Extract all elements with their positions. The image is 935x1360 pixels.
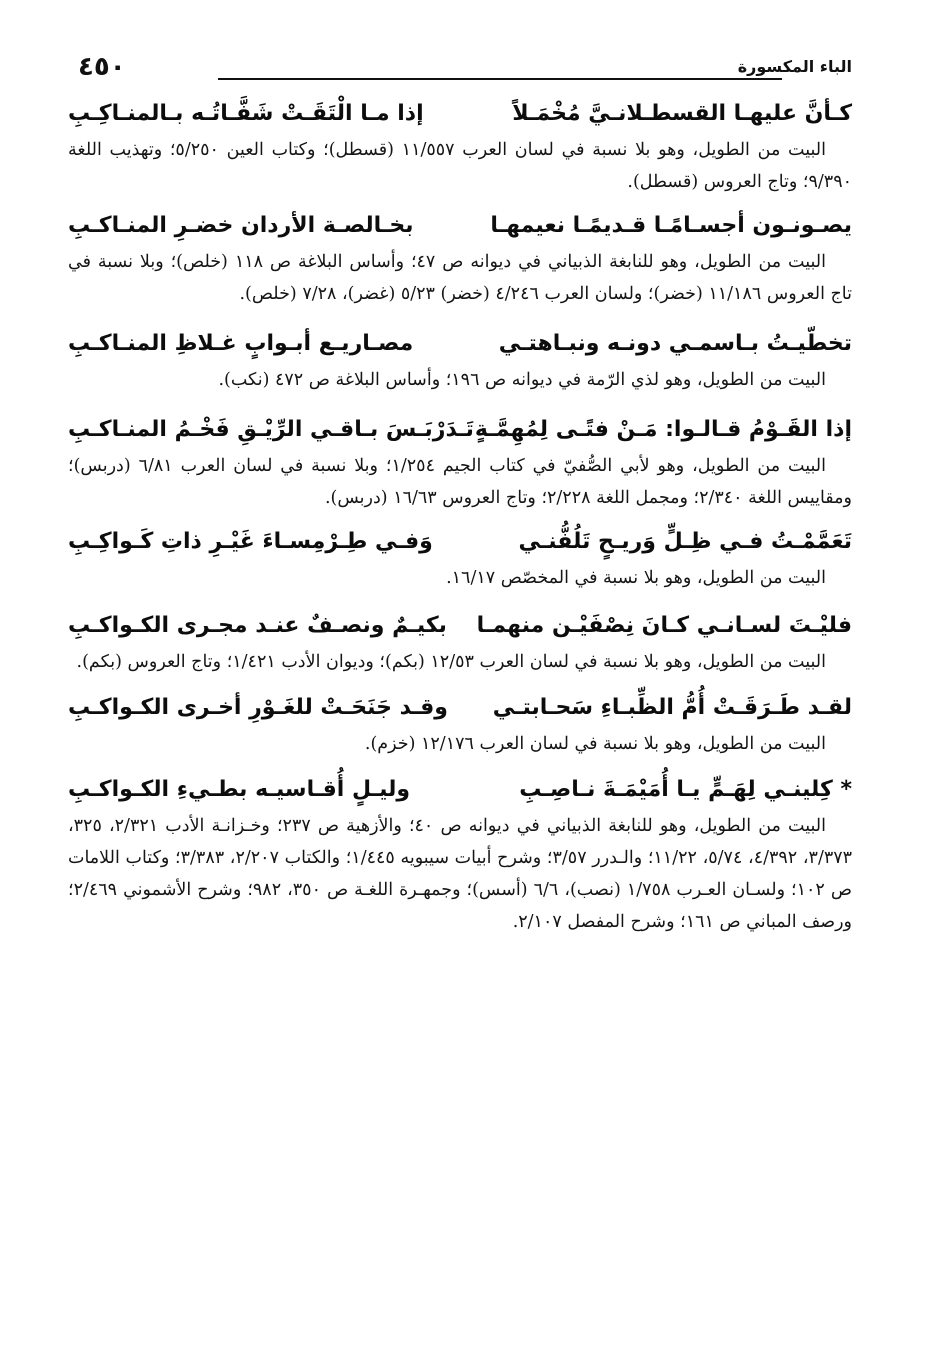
verse-entry bbox=[68, 410, 852, 514]
verse-line bbox=[68, 206, 852, 246]
running-title: الباء المكسورة bbox=[737, 57, 852, 76]
verse-commentary: البيت من الطويل، وهو بلا نسبة في المخصّص ١٦/١٧. bbox=[446, 568, 826, 588]
verse-line bbox=[68, 410, 852, 450]
verse-entry bbox=[68, 94, 852, 198]
verse-entry bbox=[68, 606, 852, 678]
verse-commentary: البيت من الطويل، وهو بلا نسبة في لسان العرب ١٢/١٧٦ (خزم). bbox=[364, 734, 826, 754]
verse-line bbox=[68, 522, 852, 562]
verse-entry bbox=[68, 324, 852, 396]
verse-line bbox=[68, 606, 852, 646]
verse-second-hemistich: تَـدَرْبَـسَ بـاقـي الرِّيْـقِ فَخْـمُ المنـاكـبِ bbox=[68, 417, 474, 442]
verse-commentary: البيت من الطويل، وهو للنابغة الذبياني في ديوانه ص ٤٧؛ وأساس البلاغة ص ١١٨ (خلص)؛ وبلا نسبة في تاج العروس ١١/١٨٦ (خضر)؛ ولسان العرب ٤/٢٤٦ (خضر) ٥/٢٣ (غضر)، ٧/٢٨ (خلص). bbox=[68, 252, 852, 304]
verse-second-hemistich: وليـلٍ أُقـاسيـه بطـيءِ الكـواكـبِ bbox=[68, 777, 411, 802]
page-header bbox=[68, 52, 852, 88]
verse-second-hemistich: وقـد جَنَحَـتْ للغَـوْرِ أخـرى الكـواكـبِ bbox=[68, 695, 448, 720]
verse-first-hemistich: كـأنَّ عليهـا القسطـلانـيَّ مُخْمَـلاً bbox=[512, 101, 852, 126]
verse-first-hemistich: * كِلينـي لِهَـمٍّ يـا أُمَيْمَـةَ نـاصِـبِ bbox=[519, 777, 852, 802]
verse-first-hemistich: تَعَمَّمْـتُ فـي ظِـلٍّ وَريـحٍ تَلُفُّنـي bbox=[518, 529, 852, 554]
book-page bbox=[68, 52, 852, 1342]
verse-line bbox=[68, 770, 852, 810]
verse-second-hemistich: مصـاريـع أبـوابٍ غـلاظِ المنـاكـبِ bbox=[68, 331, 414, 356]
verse-commentary: البيت من الطويل، وهو لأبي الصُّفيّ في كتاب الجيم ١/٢٥٤؛ وبلا نسبة في لسان العرب ٦/٨١ (دربس)؛ ومقاييس اللغة ٢/٣٤٠؛ ومجمل اللغة ٢/٢٢٨؛ وتاج العروس ١٦/٦٣ (دربس). bbox=[68, 456, 852, 508]
verse-line bbox=[68, 94, 852, 134]
verse-first-hemistich: إذا القَـوْمُ قـالـوا: مَـنْ فتًـى لِمُهِمَّـةٍ bbox=[474, 417, 852, 442]
verse-second-hemistich: إذا مـا الْتَقَـتْ شَفَّـاتُـه بـالمنـاكِـبِ bbox=[68, 101, 424, 126]
verse-first-hemistich: لقـد طَـرَقَـتْ أُمُّ الظِّبـاءِ سَحـابتـي bbox=[492, 695, 852, 720]
header-rule bbox=[218, 78, 782, 80]
verse-line bbox=[68, 324, 852, 364]
verse-first-hemistich: تخطّيـتُ بـاسمـي دونـه ونبـاهتـي bbox=[498, 331, 852, 356]
verse-first-hemistich: يصـونـون أجسـامًـا قـديمًـا نعيمهـا bbox=[490, 213, 852, 238]
verse-commentary: البيت من الطويل، وهو لذي الرّمة في ديوانه ص ١٩٦؛ وأساس البلاغة ص ٤٧٢ (نكب). bbox=[218, 370, 826, 390]
verse-entry bbox=[68, 688, 852, 760]
verse-second-hemistich: بخـالصـة الأردان خضـرِ المنـاكـبِ bbox=[68, 213, 414, 238]
page-number: ٤٥٠ bbox=[78, 52, 126, 82]
verse-line bbox=[68, 688, 852, 728]
verse-second-hemistich: بكيـمٌ ونصـفٌ عنـد مجـرى الكـواكـبِ bbox=[68, 613, 447, 638]
verse-second-hemistich: وَفـي طِـرْمِسـاءَ غَيْـرِ ذاتِ كَـواكِـبِ bbox=[68, 529, 433, 554]
verse-entry bbox=[68, 770, 852, 938]
verse-commentary: البيت من الطويل، وهو بلا نسبة في لسان العرب ١١/٥٥٧ (قسطل)؛ وكتاب العين ٥/٢٥٠؛ وتهذيب اللغة ٩/٣٩٠؛ وتاج العروس (قسطل). bbox=[68, 140, 852, 192]
verse-first-hemistich: فليْـتَ لسـانـي كـانَ نِصْفَيْـن منهمـا bbox=[476, 613, 852, 638]
verse-commentary: البيت من الطويل، وهو للنابغة الذبياني في ديوانه ص ٤٠؛ والأزهية ص ٢٣٧؛ وخـزانـة الأدب ٢/٣٢١، ٣٢٥، ٣/٣٧٣، ٤/٣٩٢، ٥/٧٤، ١١/٢٢؛ والـدرر ٣/٥٧؛ وشرح أبيات سيبويه ١/٤٤٥؛ والكتاب ٢/٢٠٧، ٣/٣٨٣؛ وكتاب اللامات ص ١٠٢؛ ولسـان العـرب ١/٧٥٨ (نصب)، ٦/٦ (أسس)؛ وجمهـرة اللغـة ص ٣٥٠، ٩٨٢؛ وشرح الأشموني ٢/٤٦٩؛ ورصف المباني ص ١٦١؛ وشرح المفصل ٢/١٠٧. bbox=[68, 816, 853, 932]
verse-entry bbox=[68, 206, 852, 310]
verse-entry bbox=[68, 522, 852, 594]
verse-commentary: البيت من الطويل، وهو بلا نسبة في لسان العرب ١٢/٥٣ (بكم)؛ وديوان الأدب ١/٤٢١؛ وتاج العروس (بكم). bbox=[76, 652, 826, 672]
